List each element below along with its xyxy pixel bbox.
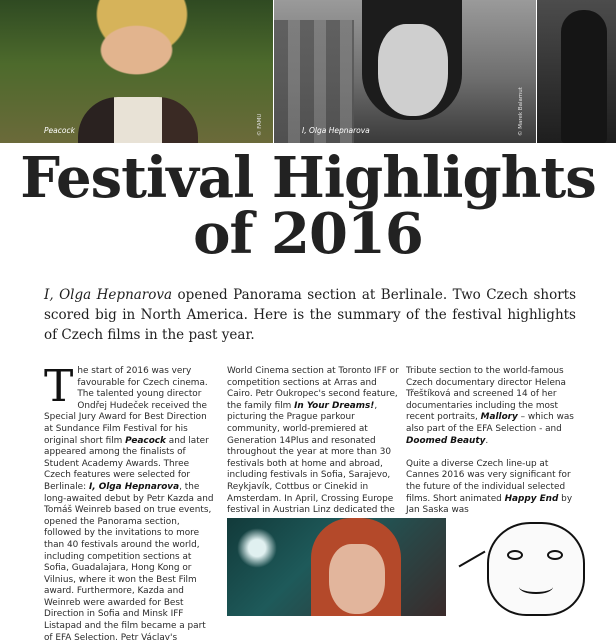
photo-peacock <box>0 0 273 143</box>
cartoon-eye <box>547 550 563 560</box>
photo-credit-famu: © FAMU <box>257 113 263 136</box>
column-text: , the long-awaited debut by Petr Kazda and Tomáš Weinreb based on true events, opened the Panorama section, followed by the invitations to more than 40 festivals around the world, including competition sections at Sofia, Guadalajara, Hong Kong or Vilnius, where it won the Best Film award. Furthermore, Kazda and Weinreb were awarded for Best Direction in Sofia and Minsk IFF Listapad and the film became a part of EFA Selection. Petr Václav's <box>44 481 214 643</box>
film-title-mallory: Mallory <box>480 412 518 423</box>
photo-figure-face <box>329 544 385 614</box>
column-text: , picturing the Prague parkour community, world-premiered at Generation 14Plus and resonated throughout the year at more than 30 festivals both at home and abroad, including festivals in Sofia, Sarajevo, Reykjavík, Cottbus or Cinekid in Amsterdam. In April, Crossing Europe festival in Austrian Linz dedicated the <box>227 400 395 516</box>
drop-cap: T <box>44 361 74 412</box>
article-column-2 <box>227 366 399 517</box>
intro-paragraph <box>44 285 576 345</box>
photo-caption-peacock: Peacock <box>44 126 75 135</box>
film-title-happy-end: Happy End <box>504 493 559 504</box>
article-column-3 <box>406 366 578 517</box>
column-text: by Jan Saska was <box>406 493 573 516</box>
page-title <box>0 145 616 267</box>
photo-film-still-woman <box>227 518 446 616</box>
cartoon-line <box>459 551 486 568</box>
column-text: – which was also part of the EFA Selection - and <box>406 412 574 434</box>
photo-olga-hepnarova <box>274 0 536 143</box>
column-text: Tribute section to the world-famous Czech documentary director Helena Třeštíková and screened 14 of her documentaries including the most recent portraits, <box>406 366 566 423</box>
photo-light <box>237 528 277 568</box>
title-line-2: of 2016 <box>193 201 423 267</box>
title-line-1: Festival Highlights <box>20 145 596 211</box>
photo-figure <box>561 10 607 143</box>
column-text: and later appeared among the finalists of Student Academy Awards. Three Czech features were selected for Berlinale: <box>44 435 209 492</box>
intro-text: opened Panorama section at Berlinale. Two Czech shorts scored big in North America. Here is the summary of the festival highlights of Czech films in the past year. <box>44 287 577 343</box>
column-text: . <box>485 435 489 446</box>
photo-credit-balamut: © Marek Balamut <box>518 87 524 136</box>
intro-film-title: I, Olga Hepnarova <box>44 287 173 303</box>
photo-caption-olga: I, Olga Hepnarova <box>302 126 370 135</box>
cartoon-head <box>487 522 585 616</box>
film-title-olga: I, Olga Hepnarova <box>88 481 180 492</box>
film-title-peacock: Peacock <box>125 435 166 446</box>
column-text: Quite a diverse Czech line-up at Cannes 2016 was very significant for the future of the individual selected films. Short animated <box>406 458 571 504</box>
photo-right-crop <box>537 0 616 143</box>
article-column-1 <box>44 361 216 644</box>
photo-figure-face <box>378 24 448 116</box>
photo-figure <box>78 97 198 143</box>
photo-animation-still <box>447 518 616 616</box>
column-text: World Cinema section at Toronto IFF or competition sections at Arras and Cairo. Petr Oukropec's second feature, the family film <box>227 366 399 411</box>
cartoon-eye <box>507 550 523 560</box>
photo-background-crowd <box>274 20 354 143</box>
film-title-doomed-beauty: Doomed Beauty <box>406 435 486 446</box>
film-title-in-your-dreams: In Your Dreams! <box>294 400 375 411</box>
cartoon-mouth <box>519 580 553 594</box>
column-text: he start of 2016 was very favourable for Czech cinema. The talented young director Ondřej Hudeček received the Special Jury Award for Best Direction at Sundance Film Festival for his original short film <box>44 366 208 446</box>
